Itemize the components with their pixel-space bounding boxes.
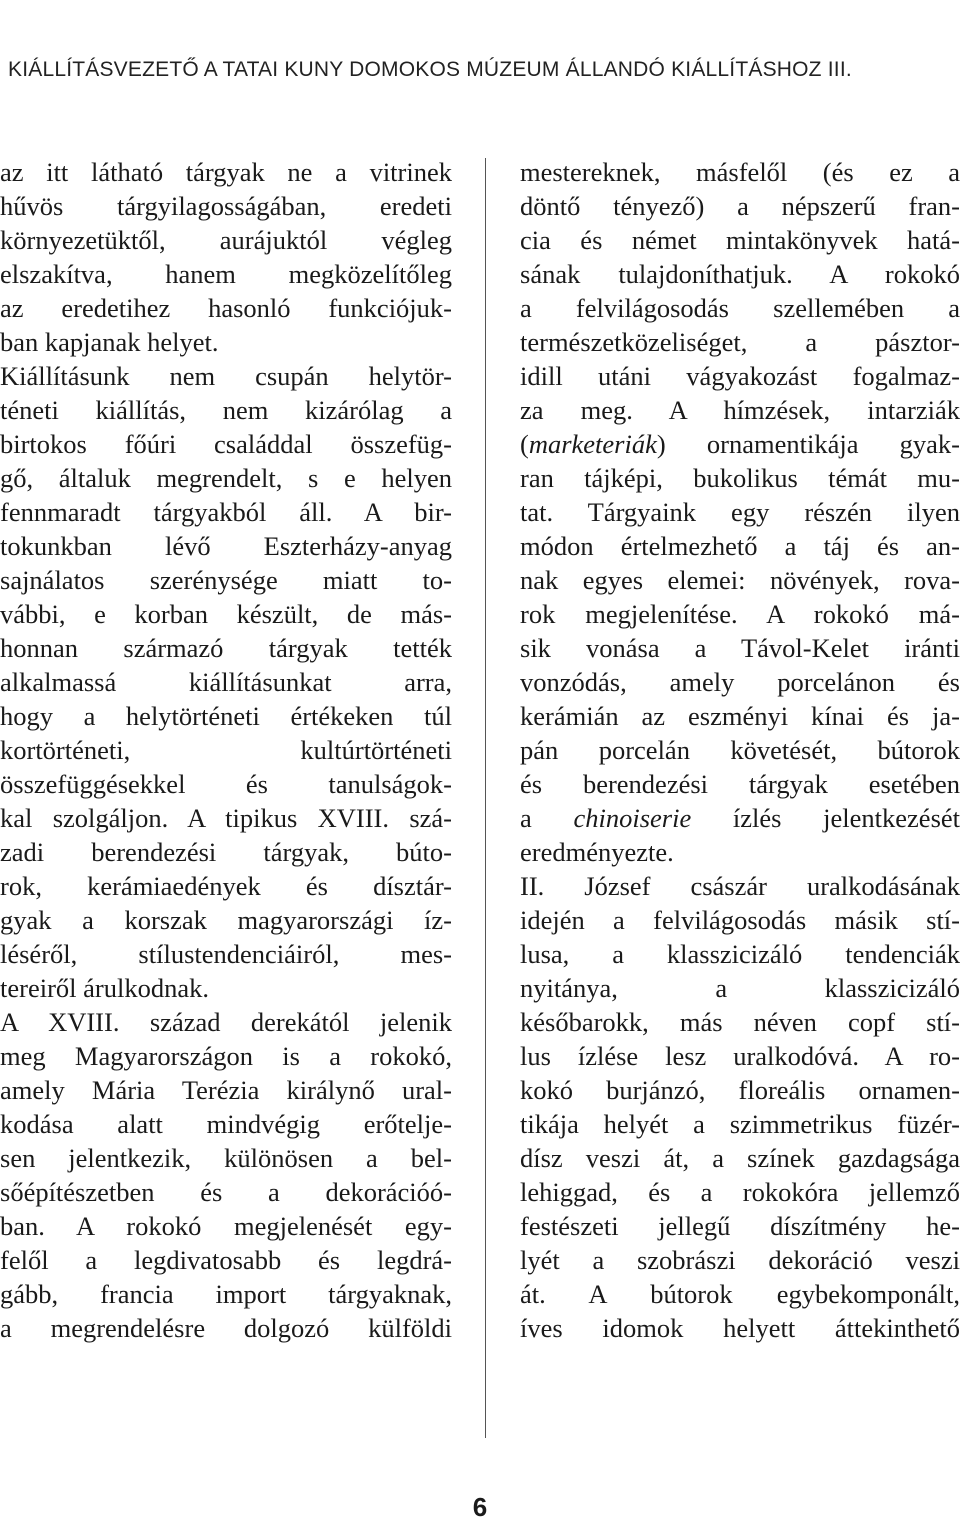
text-line: felől a legdivatosabb és legdrá- (0, 1245, 452, 1275)
text-line: összefüggésekkel és tanulságok- (0, 769, 452, 799)
text-line: vonzódás, amely porcelánon és (520, 667, 960, 697)
left-text-column (0, 155, 452, 1345)
text-line: sajnálatos szerénysége miatt to- (0, 565, 452, 595)
text-line: gyak a korszak magyarországi íz- (0, 905, 452, 935)
text-line: A XVIII. század derekától jelenik (0, 1007, 452, 1037)
text-line: későbarokk, más néven copf stí- (520, 1007, 960, 1037)
text-line: ran tájképi, bukolikus témát mu- (520, 463, 960, 493)
text-line: lus ízlése lesz uralkodóvá. A ro- (520, 1041, 960, 1071)
text-line: ban. A rokokó megjelenését egy- (0, 1211, 452, 1241)
text-line: nak egyes elemei: növények, rova- (520, 565, 960, 595)
text-line: lyét a szobrászi dekoráció veszi (520, 1245, 960, 1275)
text-line: sik vonása a Távol-Kelet iránti (520, 633, 960, 663)
text-line: nyitánya, a klasszicizáló (520, 973, 960, 1003)
text-line: mestereknek, másfelől (és ez a (520, 157, 960, 187)
text-line: kerámián az eszményi kínai és ja- (520, 701, 960, 731)
running-header: KIÁLLÍTÁSVEZETŐ A TATAI KUNY DOMOKOS MÚZEUM ÁLLANDÓ KIÁLLÍTÁSHOZ III. (8, 58, 852, 81)
text-line: II. József császár uralkodásának (520, 871, 960, 901)
text-line: elszakítva, hanem megközelítőleg (0, 259, 452, 289)
text-line: a chinoiserie ízlés jelentkezését (520, 803, 960, 833)
text-line: eredményezte. (520, 837, 674, 867)
text-line: a megrendelésre dolgozó külföldi (0, 1313, 452, 1343)
text-line: sen jelentkezik, különösen a bel- (0, 1143, 452, 1173)
text-line: sának tulajdoníthatjuk. A rokokó (520, 259, 960, 289)
text-line: tat. Tárgyaink egy részén ilyen (520, 497, 960, 527)
text-line: környezetüktől, aurájuktól végleg (0, 225, 452, 255)
text-line: tereiről árulkodnak. (0, 973, 209, 1003)
text-line: vábbi, e korban készült, de más- (0, 599, 452, 629)
text-line: meg Magyarországon is a rokokó, (0, 1041, 452, 1071)
text-line: dísz veszi át, a színek gazdagsága (520, 1143, 960, 1173)
text-line: kodása alatt mindvégig erőtelje- (0, 1109, 452, 1139)
text-line: cia és német mintakönyvek hatá- (520, 225, 960, 255)
text-line: módon értelmezhető a táj és an- (520, 531, 960, 561)
text-line: hűvös tárgyilagosságában, eredeti (0, 191, 452, 221)
text-line: fennmaradt tárgyakból áll. A bir- (0, 497, 452, 527)
text-line: lehiggad, és a rokokóra jellemző (520, 1177, 960, 1207)
text-line: hogy a helytörténeti értékeken túl (0, 701, 452, 731)
text-line: a felvilágosodás szellemében a (520, 293, 960, 323)
text-line: döntő tényező) a népszerű fran- (520, 191, 960, 221)
text-line: tikája helyét a szimmetrikus füzér- (520, 1109, 960, 1139)
text-line: lusa, a klasszicizáló tendenciák (520, 939, 960, 969)
text-line: ban kapjanak helyet. (0, 327, 219, 357)
text-line: za meg. A hímzések, intarziák (520, 395, 960, 425)
text-line: sőépítészetben és a dekorációó- (0, 1177, 452, 1207)
text-line: az itt látható tárgyak ne a vitrinek (0, 157, 452, 187)
text-line: és berendezési tárgyak esetében (520, 769, 960, 799)
text-line: birtokos főúri családdal összefüg- (0, 429, 452, 459)
text-line: kortörténeti, kultúrtörténeti (0, 735, 452, 765)
text-line: íves idomok helyett áttekinthető (520, 1313, 960, 1343)
text-line: gább, francia import tárgyaknak, (0, 1279, 452, 1309)
column-divider (485, 158, 486, 1438)
text-line: természetközeliséget, a pásztor- (520, 327, 960, 357)
text-line: amely Mária Terézia királynő ural- (0, 1075, 452, 1105)
text-line: rok megjelenítése. A rokokó má- (520, 599, 960, 629)
italic-term: chinoiserie (573, 803, 692, 833)
text-line: zadi berendezési tárgyak, búto- (0, 837, 452, 867)
text-line: idill utáni vágyakozást fogalmaz- (520, 361, 960, 391)
page-number: 6 (472, 1492, 488, 1522)
text-line: gő, általuk megrendelt, s e helyen (0, 463, 452, 493)
text-line: (marketeriák) ornamentikája gyak- (520, 429, 960, 459)
text-line: pán porcelán követését, bútorok (520, 735, 960, 765)
text-line: Kiállításunk nem csupán helytör- (0, 361, 452, 391)
text-line: téneti kiállítás, nem kizárólag a (0, 395, 452, 425)
text-line: honnan származó tárgyak tették (0, 633, 452, 663)
text-line: az eredetihez hasonló funkciójuk- (0, 293, 452, 323)
text-line: kal szolgáljon. A tipikus XVIII. szá- (0, 803, 452, 833)
text-line: rok, kerámiaedények és dísztár- (0, 871, 452, 901)
text-line: át. A bútorok egybekomponált, (520, 1279, 960, 1309)
text-line: alkalmassá kiállításunkat arra, (0, 667, 452, 697)
text-line: idején a felvilágosodás másik stí- (520, 905, 960, 935)
text-line: kokó burjánzó, floreális ornamen- (520, 1075, 960, 1105)
right-text-column (520, 155, 960, 1345)
text-line: festészeti jellegű díszítmény he- (520, 1211, 960, 1241)
text-line: tokunkban lévő Eszterházy-anyag (0, 531, 452, 561)
text-line: léséről, stílustendenciáiról, mes- (0, 939, 452, 969)
italic-term: marketeriák (528, 429, 657, 459)
